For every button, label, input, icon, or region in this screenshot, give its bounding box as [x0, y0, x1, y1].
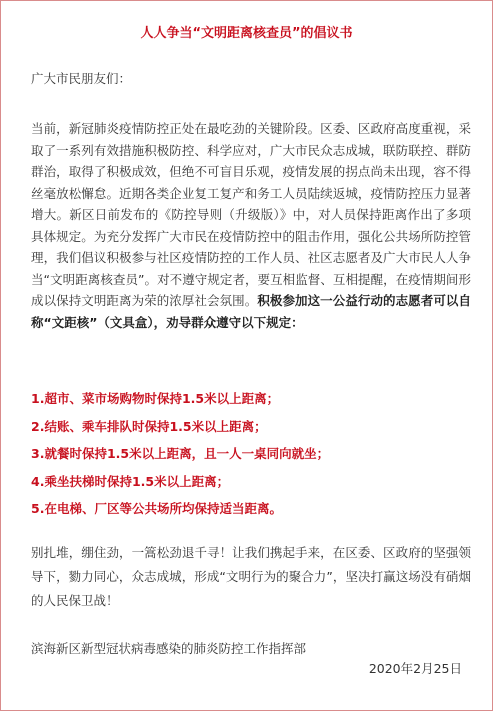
rule-item: 2.结账、乘车排队时保持1.5米以上距离； — [31, 418, 267, 434]
closing-paragraph: 别扎堆，绷住劲，一篙松劲退千寻！让我们携起手来，在区委、区政府的坚强领导下，勠力同心，众志成城，形成“文明行为的聚合力”，坚决打赢这场没有硝烟的人民保卫战！ — [31, 545, 471, 608]
rule-item: 1.超市、菜市场购物时保持1.5米以上距离； — [31, 391, 280, 406]
body-text: 当前，新冠肺炎疫情防控正处在最吃劲的关键阶段。区委、区政府高度重视，采取了一系列有效措施积极防控、科学应对，广大市民众志成城，联防联控、群防群治，取得了积极成效，但绝不可盲目乐观，疫情发展的拐点尚未出现，容不得丝毫放松懈怠。近期各类企业复工复产和务工人员陆续返城，疫情防控压力显著增大。新区日前发布的《防控导则（升级版）》中，对人员保持距离作出了多项具体规定。为充分发挥广大市民在疫情防控中的阻击作用，强化公共场所防控管理，我们倡议积极参与社区疫情防控的工作人员、社区志愿者及广大市民人人争当“文明距离核查员”。对不遵守规定者，要互相监督、互相提醒，在疫情期间形成以保持文明距离为荣的浓厚社会氛围。 — [31, 121, 471, 308]
body-bold-text: 积极参加这一公益行动的志愿者可以自称“文距核”（文具盒），劝导群众遵守以下规定： — [31, 293, 471, 330]
rules-list — [31, 391, 471, 529]
signature: 滨海新区新型冠状病毒感染的肺炎防控工作指挥部 — [31, 641, 307, 656]
date: 2020年2月25日 — [368, 661, 462, 676]
rule-item: 4.乘坐扶梯时保持1.5米以上距离； — [31, 473, 230, 489]
greeting: 广大市民朋友们： — [31, 71, 132, 86]
rule-item: 5.在电梯、厂区等公共场所均保持适当距离。 — [31, 501, 282, 516]
body-paragraph — [31, 118, 471, 333]
document-title: 人人争当“文明距离核查员”的倡议书 — [140, 26, 353, 41]
rule-item: 3.就餐时保持1.5米以上距离，且一人一桌同向就坐； — [31, 446, 330, 461]
